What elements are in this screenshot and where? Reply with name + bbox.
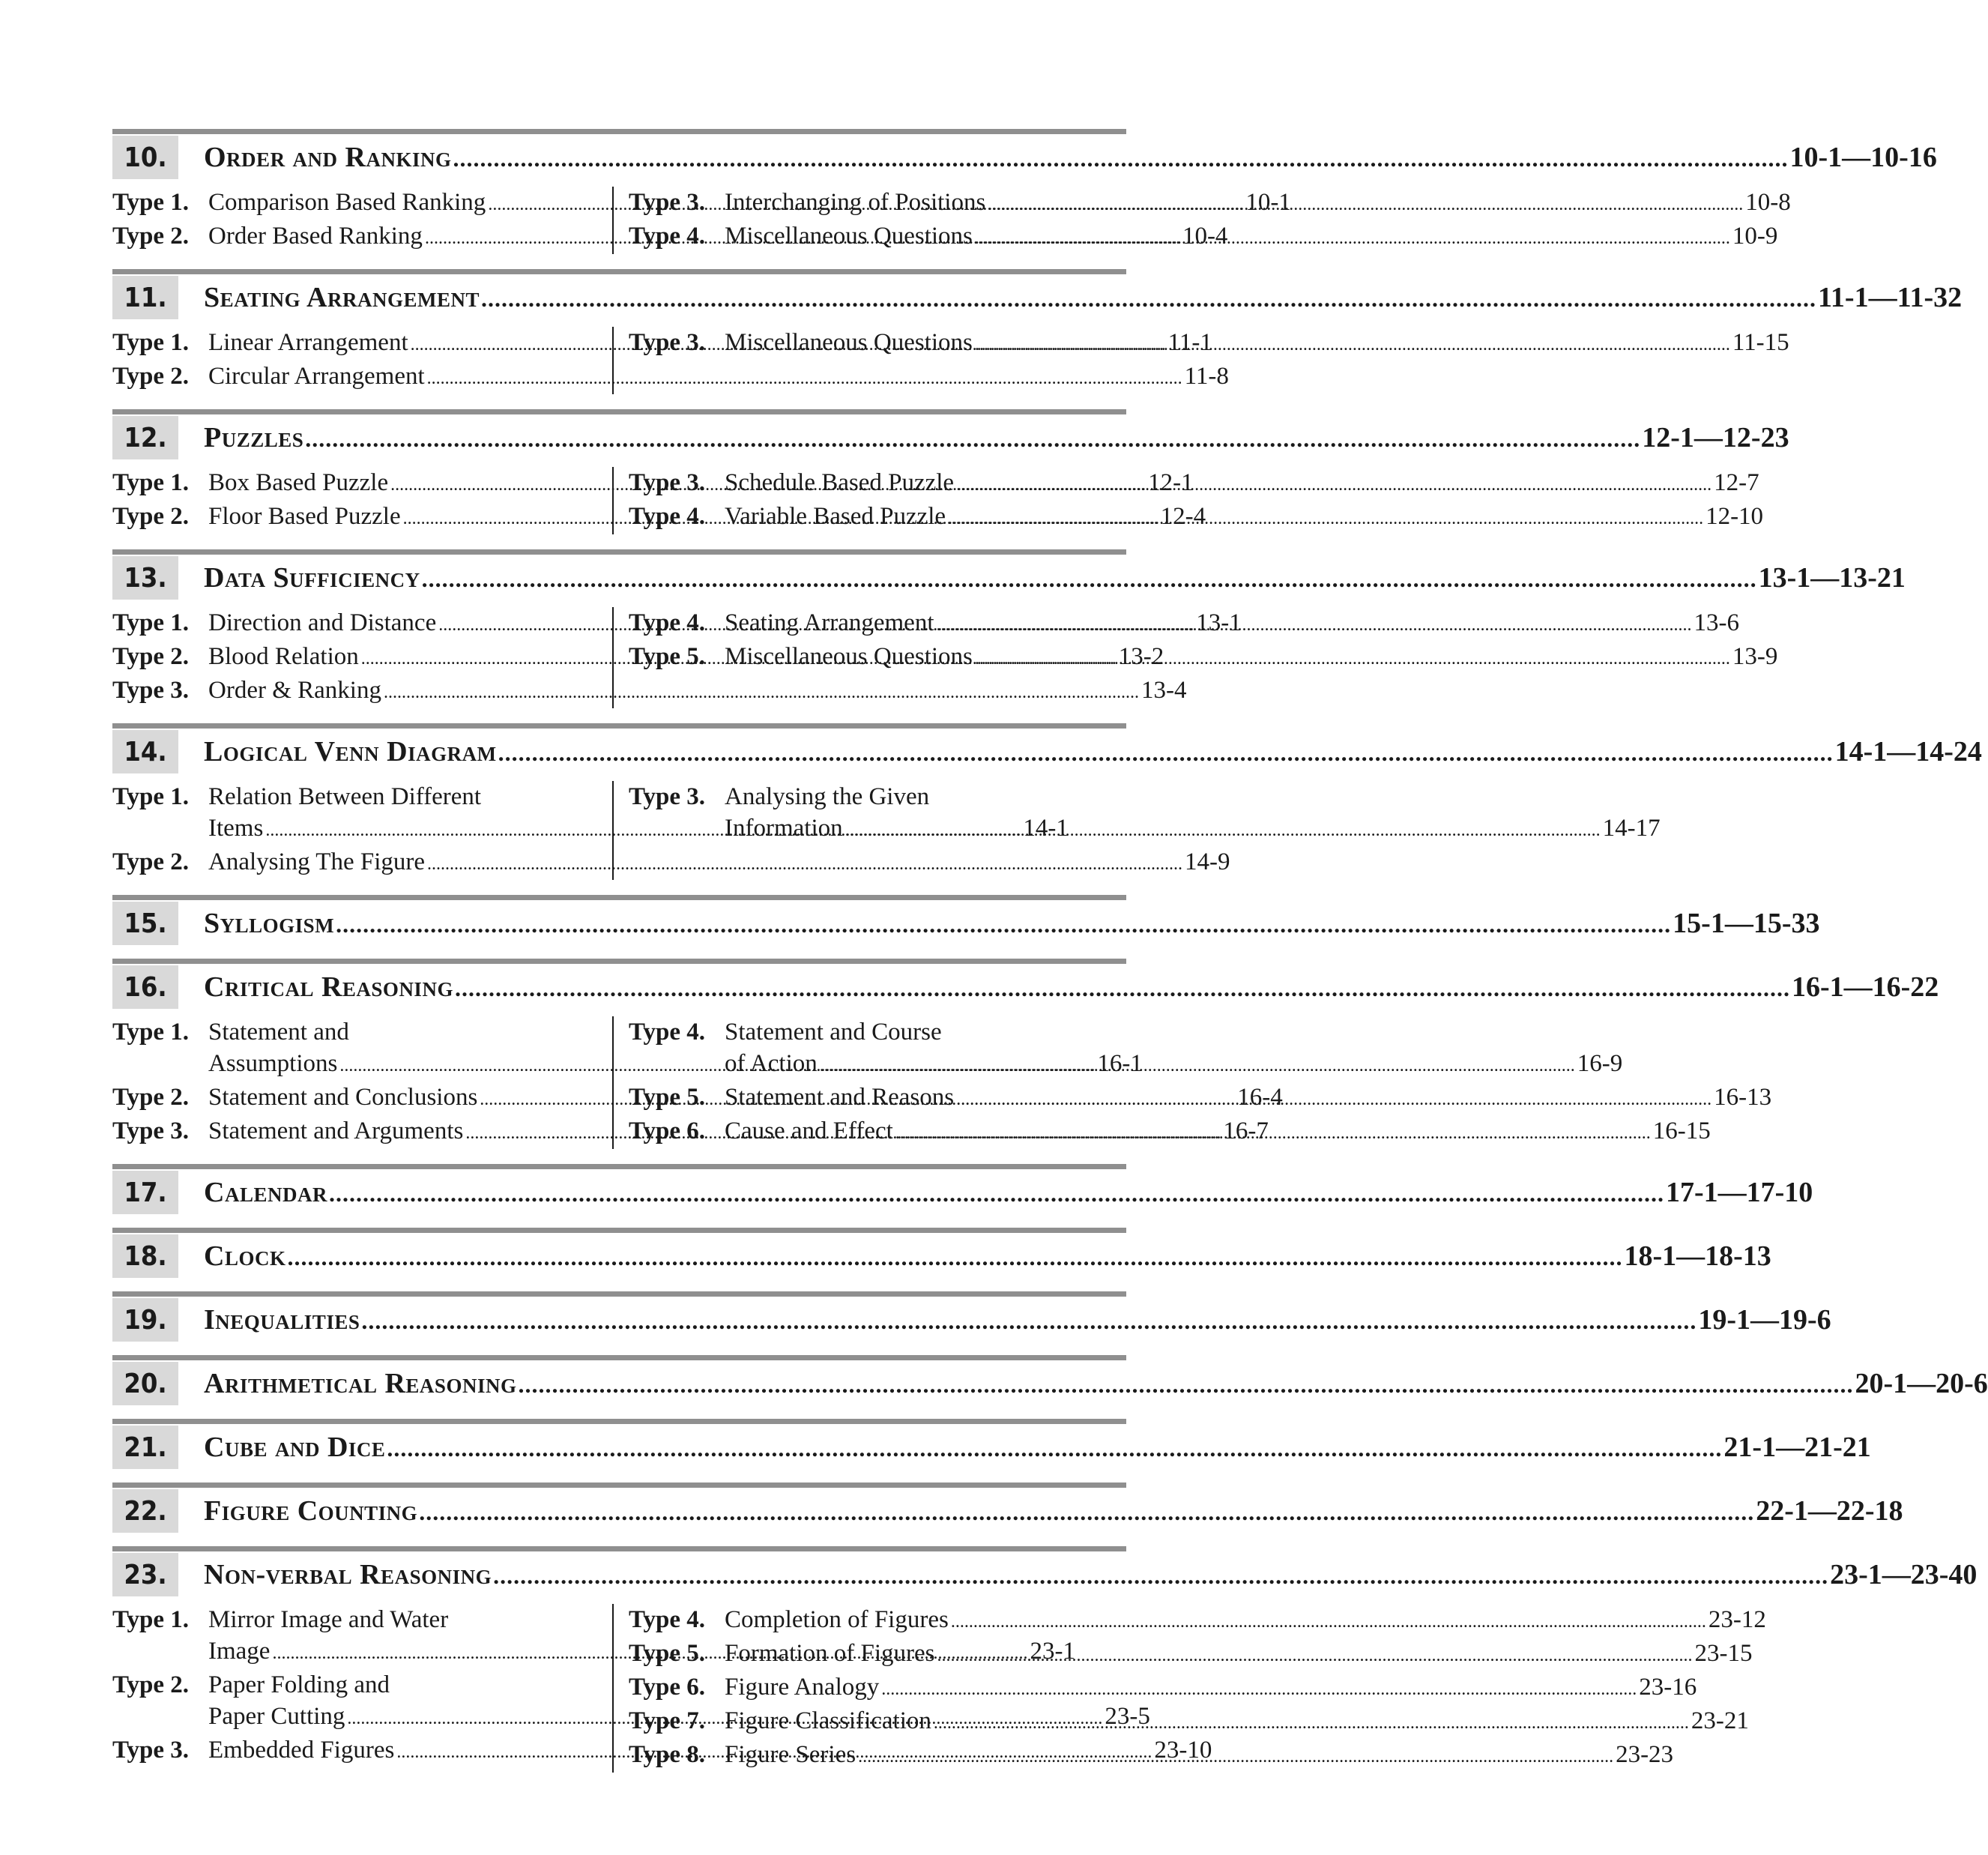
chapter-title: Non-verbal Reasoning	[204, 1559, 492, 1590]
chapter-title: Calendar	[204, 1177, 327, 1208]
type-title: Direction and Distance	[208, 609, 437, 636]
type-page-number: 13-1	[1196, 609, 1242, 636]
type-page-number: 23-16	[1639, 1674, 1697, 1701]
chapter-number: 14.	[112, 730, 178, 773]
dot-leader	[951, 1606, 1706, 1638]
chapter-number: 17.	[112, 1171, 178, 1214]
type-page-number: 16-7	[1223, 1117, 1269, 1144]
type-entry[interactable]	[629, 1016, 1623, 1082]
type-title-line	[725, 501, 1763, 534]
chapter-heading[interactable]	[112, 1362, 1988, 1405]
chapter-heading[interactable]	[112, 1298, 1831, 1342]
type-label: Type 4.	[629, 503, 706, 530]
chapter-divider	[112, 1291, 1126, 1297]
chapter-page-range: 11-1—11-32	[1818, 282, 1963, 313]
type-label: Type 4.	[629, 609, 706, 636]
type-title: Box Based Puzzle	[208, 469, 389, 496]
type-title: Comparison Based Ranking	[208, 189, 486, 216]
type-label: Type 2.	[112, 1671, 190, 1698]
chapter-types	[112, 467, 1764, 534]
dot-leader	[845, 815, 1601, 846]
chapter-heading[interactable]	[112, 276, 1963, 319]
dot-leader	[975, 643, 1730, 675]
type-title-block	[725, 187, 1791, 220]
type-title-line	[725, 1671, 1697, 1705]
type-title-block	[725, 220, 1777, 254]
type-title: Items	[208, 815, 264, 842]
chapter-title: Clock	[204, 1240, 286, 1272]
chapter-page-range: 16-1—16-22	[1791, 971, 1939, 1003]
chapter-heading[interactable]	[112, 416, 1789, 459]
chapter-entry	[112, 1419, 1871, 1469]
chapter-entry	[112, 1355, 1988, 1405]
type-title-line	[725, 1048, 1622, 1082]
chapter-page-range: 19-1—19-6	[1698, 1304, 1831, 1336]
chapter-title-row	[178, 907, 1819, 940]
chapter-types	[112, 1016, 1772, 1149]
chapter-entry	[112, 549, 1906, 708]
chapter-page-range: 10-1—10-16	[1789, 142, 1937, 173]
type-title: Circular Arrangement	[208, 363, 425, 390]
type-title: Paper Folding and	[208, 1671, 390, 1698]
chapter-heading[interactable]	[112, 730, 1982, 773]
chapter-title-row	[178, 421, 1789, 454]
type-label: Type 3.	[629, 783, 706, 810]
type-label: Type 1.	[112, 469, 190, 496]
chapter-entry	[112, 129, 1937, 254]
chapter-heading[interactable]	[112, 1426, 1871, 1469]
chapter-page-range: 13-1—13-21	[1758, 562, 1906, 594]
chapter-divider	[112, 1419, 1126, 1424]
type-page-number: 11-15	[1732, 329, 1789, 356]
type-page-number: 13-4	[1140, 677, 1187, 704]
dot-leader	[948, 503, 1703, 534]
type-page-number: 10-1	[1245, 189, 1291, 216]
type-title-block	[725, 1082, 1771, 1115]
type-page-number: 16-9	[1577, 1050, 1623, 1077]
chapter-title-row	[178, 1367, 1988, 1400]
dot-leader	[422, 565, 1757, 593]
type-label: Type 3.	[629, 329, 706, 356]
chapter-page-range: 23-1—23-40	[1830, 1559, 1978, 1590]
chapter-heading[interactable]	[112, 1489, 1903, 1533]
type-title: Seating Arrangement	[725, 609, 934, 636]
chapter-heading[interactable]	[112, 1171, 1813, 1214]
chapter-title: Order and Ranking	[204, 142, 452, 173]
chapter-number: 19.	[112, 1298, 178, 1342]
type-title: Image	[208, 1638, 271, 1665]
type-title-line	[725, 467, 1759, 501]
type-title-block	[725, 1739, 1673, 1773]
chapter-divider	[112, 409, 1126, 414]
type-label: Type 4.	[629, 223, 706, 250]
chapter-divider	[112, 1483, 1126, 1488]
type-title-block	[725, 1016, 1622, 1082]
type-title: Miscellaneous Questions	[725, 643, 973, 670]
type-entry[interactable]	[629, 1638, 1753, 1671]
dot-leader	[329, 1180, 1664, 1207]
type-page-number: 10-9	[1732, 223, 1778, 250]
type-title-block	[725, 501, 1763, 534]
type-label: Type 1.	[112, 1606, 190, 1633]
type-title-block	[725, 1604, 1766, 1638]
chapter-divider	[112, 549, 1126, 555]
type-page-number: 12-7	[1714, 469, 1759, 496]
chapter-title: Critical Reasoning	[204, 971, 453, 1003]
chapter-entry	[112, 723, 1982, 880]
type-label: Type 3.	[629, 469, 706, 496]
type-page-number: 11-8	[1184, 363, 1229, 390]
type-title-line	[725, 1016, 1622, 1048]
dot-leader	[895, 1117, 1651, 1149]
type-label: Type 2.	[112, 1084, 190, 1111]
type-title: of Action	[725, 1050, 818, 1077]
type-page-number: 23-23	[1616, 1741, 1674, 1768]
type-label: Type 3.	[629, 189, 706, 216]
dot-leader	[481, 285, 1816, 313]
type-page-number: 13-6	[1694, 609, 1740, 636]
chapter-entry	[112, 269, 1963, 394]
chapter-title-row	[178, 1431, 1871, 1464]
type-label: Type 5.	[629, 1084, 706, 1111]
type-title: Paper Cutting	[208, 1703, 345, 1730]
chapter-types	[112, 327, 1789, 394]
type-title-line	[725, 1638, 1752, 1671]
type-entry[interactable]	[629, 327, 1789, 361]
dot-leader	[937, 1640, 1692, 1671]
chapter-number: 20.	[112, 1362, 178, 1405]
dot-leader	[419, 1498, 1754, 1526]
chapter-heading[interactable]	[112, 902, 1820, 945]
type-title: Embedded Figures	[208, 1737, 395, 1764]
type-label: Type 1.	[112, 783, 190, 810]
type-label: Type 2.	[112, 643, 190, 670]
type-page-number: 23-5	[1105, 1703, 1150, 1730]
chapter-divider	[112, 1164, 1126, 1169]
chapter-page-range: 15-1—15-33	[1673, 908, 1820, 939]
type-title-line	[725, 187, 1791, 220]
type-label: Type 2.	[112, 363, 190, 390]
type-title-line	[725, 1115, 1711, 1149]
type-title: Statement and	[208, 1019, 349, 1046]
chapter-entry	[112, 1164, 1813, 1214]
chapter-title: Figure Counting	[204, 1495, 418, 1527]
chapter-page-range: 22-1—22-18	[1756, 1495, 1903, 1527]
type-page-number: 12-4	[1160, 503, 1206, 530]
chapter-title-row	[178, 1176, 1813, 1209]
chapter-divider	[112, 129, 1126, 134]
chapter-title-row	[178, 281, 1962, 314]
dot-leader	[498, 739, 1834, 767]
type-label: Type 7.	[629, 1707, 706, 1734]
type-title: Order Based Ranking	[208, 223, 423, 250]
chapter-number: 18.	[112, 1234, 178, 1278]
dot-leader	[988, 189, 1743, 220]
type-page-number: 11-1	[1167, 329, 1212, 356]
type-title-line	[725, 1739, 1673, 1773]
type-page-number: 16-15	[1652, 1117, 1711, 1144]
chapter-number: 12.	[112, 416, 178, 459]
type-title: Linear Arrangement	[208, 329, 408, 356]
chapter-number: 15.	[112, 902, 178, 945]
type-label: Type 1.	[112, 329, 190, 356]
dot-leader	[361, 1307, 1697, 1335]
type-title: Figure Classification	[725, 1707, 931, 1734]
type-title: Relation Between Different	[208, 783, 482, 810]
type-label: Type 3.	[112, 677, 190, 704]
type-label: Type 6.	[629, 1117, 706, 1144]
type-title: Floor Based Puzzle	[208, 503, 401, 530]
type-label: Type 4.	[629, 1606, 706, 1633]
chapter-page-range: 14-1—14-24	[1834, 736, 1982, 767]
dot-leader	[820, 1050, 1575, 1082]
dot-leader	[937, 609, 1692, 641]
type-title-block	[725, 1671, 1697, 1705]
type-title: Interchanging of Positions	[725, 189, 986, 216]
type-entry[interactable]	[112, 675, 1187, 708]
type-page-number: 12-10	[1705, 503, 1764, 530]
chapter-entry	[112, 409, 1789, 534]
chapter-title: Puzzles	[204, 422, 304, 453]
dot-leader	[493, 1562, 1828, 1590]
dot-leader	[453, 145, 1789, 172]
chapter-title-row	[178, 1494, 1903, 1527]
type-title: Completion of Figures	[725, 1606, 949, 1633]
dot-leader	[881, 1674, 1637, 1705]
chapter-number: 23.	[112, 1553, 178, 1596]
type-title: Figure Series	[725, 1741, 856, 1768]
chapter-types	[112, 781, 1661, 880]
type-entry[interactable]	[629, 1604, 1766, 1638]
chapter-heading[interactable]	[112, 556, 1906, 600]
chapter-types	[112, 607, 1778, 708]
chapter-types	[112, 187, 1791, 254]
type-page-number: 14-9	[1185, 848, 1230, 875]
type-label: Type 3.	[112, 1737, 190, 1764]
type-page-number: 13-9	[1732, 643, 1778, 670]
chapter-page-range: 18-1—18-13	[1624, 1240, 1771, 1272]
type-entry[interactable]	[629, 781, 1661, 846]
type-page-number: 13-2	[1118, 643, 1164, 670]
type-label: Type 1.	[112, 1019, 190, 1046]
chapter-number: 11.	[112, 276, 178, 319]
type-title: Analysing The Figure	[208, 848, 426, 875]
type-title-line	[725, 1604, 1766, 1638]
chapter-title-row	[178, 1303, 1831, 1336]
type-title: Variable Based Puzzle	[725, 503, 946, 530]
type-page-number: 10-4	[1182, 223, 1228, 250]
dot-leader	[858, 1741, 1613, 1773]
type-label: Type 3.	[112, 1117, 190, 1144]
type-page-number: 16-13	[1714, 1084, 1772, 1111]
dot-leader	[518, 1371, 1853, 1399]
type-title: Blood Relation	[208, 643, 359, 670]
type-page-number: 23-21	[1691, 1707, 1749, 1734]
chapter-entry	[112, 1483, 1903, 1533]
chapter-heading[interactable]	[112, 965, 1939, 1009]
chapter-divider	[112, 1546, 1126, 1551]
type-title-line	[725, 607, 1739, 641]
chapter-title: Arithmetical Reasoning	[204, 1368, 517, 1399]
table-of-contents	[112, 129, 1988, 1788]
chapter-number: 22.	[112, 1489, 178, 1533]
type-page-number: 12-1	[1148, 469, 1194, 496]
type-label: Type 1.	[112, 189, 190, 216]
type-title-block	[725, 641, 1777, 675]
chapter-page-range: 21-1—21-21	[1723, 1432, 1871, 1463]
type-title-block	[725, 1705, 1749, 1739]
type-title: Statement and Conclusions	[208, 1084, 478, 1111]
chapter-heading[interactable]	[112, 1553, 1978, 1596]
dot-leader	[975, 223, 1730, 254]
type-title: Statement and Arguments	[208, 1117, 464, 1144]
type-title-line	[725, 781, 1661, 812]
chapter-divider	[112, 723, 1126, 729]
dot-leader	[975, 329, 1730, 361]
dot-leader	[956, 469, 1711, 501]
type-page-number: 23-12	[1708, 1606, 1766, 1633]
type-label: Type 2.	[112, 848, 190, 875]
type-title-block	[725, 781, 1661, 846]
type-title: Figure Analogy	[725, 1674, 880, 1701]
chapter-entry	[112, 1291, 1831, 1342]
chapter-title: Seating Arrangement	[204, 282, 480, 313]
type-title: Order & Ranking	[208, 677, 381, 704]
type-title: Miscellaneous Questions	[725, 329, 973, 356]
chapter-entry	[112, 1228, 1771, 1278]
chapter-heading[interactable]	[112, 1234, 1771, 1278]
type-page-number: 14-1	[1023, 815, 1069, 842]
type-title: Analysing the Given	[725, 783, 930, 810]
type-title: Mirror Image and Water	[208, 1606, 449, 1633]
type-title: Statement and Course	[725, 1019, 942, 1046]
chapter-divider	[112, 959, 1126, 964]
type-title-block	[725, 1115, 1711, 1149]
type-title-line	[725, 1082, 1771, 1115]
chapter-page-range: 12-1—12-23	[1642, 422, 1789, 453]
type-title: Schedule Based Puzzle	[725, 469, 955, 496]
chapter-title: Cube and Dice	[204, 1432, 386, 1463]
chapter-types	[112, 1604, 1766, 1773]
chapter-divider	[112, 269, 1126, 274]
type-page-number: 23-10	[1154, 1737, 1212, 1764]
chapter-title-row	[178, 1240, 1771, 1273]
type-page-number: 14-17	[1602, 815, 1661, 842]
type-label: Type 4.	[629, 1019, 706, 1046]
chapter-entry	[112, 895, 1820, 945]
type-title-line	[725, 327, 1789, 361]
chapter-title: Inequalities	[204, 1304, 360, 1336]
dot-leader	[934, 1707, 1689, 1739]
chapter-title: Data Sufficiency	[204, 562, 420, 594]
dot-leader	[387, 1435, 1722, 1462]
type-entry[interactable]	[112, 846, 1230, 880]
chapter-page-range: 17-1—17-10	[1665, 1177, 1813, 1208]
type-title: Miscellaneous Questions	[725, 223, 973, 250]
type-title-line	[725, 220, 1777, 254]
type-title: Formation of Figures	[725, 1640, 935, 1667]
dot-leader	[287, 1243, 1622, 1271]
chapter-page-range: 20-1—20-6	[1855, 1368, 1988, 1399]
type-page-number: 10-8	[1745, 189, 1791, 216]
type-page-number: 23-15	[1694, 1640, 1753, 1667]
type-title-line	[725, 641, 1777, 675]
chapter-title: Logical Venn Diagram	[204, 736, 497, 767]
type-title-block	[725, 467, 1759, 501]
chapter-title-row	[178, 1558, 1977, 1591]
type-label: Type 2.	[112, 223, 190, 250]
chapter-title-row	[178, 971, 1939, 1004]
dot-leader	[455, 974, 1790, 1002]
type-entry[interactable]	[112, 361, 1229, 394]
chapter-entry	[112, 1546, 1978, 1773]
type-entry[interactable]	[629, 1671, 1697, 1705]
chapter-title-row	[178, 141, 1937, 174]
type-title: Cause and Effect	[725, 1117, 893, 1144]
type-title-line	[725, 812, 1661, 846]
type-label: Type 1.	[112, 609, 190, 636]
chapter-title-row	[178, 735, 1982, 768]
type-page-number: 23-1	[1030, 1638, 1075, 1665]
chapter-number: 21.	[112, 1426, 178, 1469]
dot-leader	[956, 1084, 1711, 1115]
type-label: Type 8.	[629, 1741, 706, 1768]
chapter-number: 16.	[112, 965, 178, 1009]
chapter-divider	[112, 1355, 1126, 1360]
type-page-number: 16-4	[1237, 1084, 1283, 1111]
type-title: Information	[725, 815, 843, 842]
dot-leader	[336, 911, 1671, 938]
chapter-heading[interactable]	[112, 136, 1937, 179]
type-title-block	[725, 327, 1789, 361]
type-label: Type 5.	[629, 1640, 706, 1667]
chapter-divider	[112, 1228, 1126, 1233]
chapter-number: 10.	[112, 136, 178, 179]
type-title-line	[725, 1705, 1749, 1739]
type-label: Type 5.	[629, 643, 706, 670]
type-title-block	[725, 607, 1739, 641]
type-title-block	[725, 1638, 1752, 1671]
chapter-title: Syllogism	[204, 908, 335, 939]
type-page-number: 16-1	[1097, 1050, 1143, 1077]
dot-leader	[305, 425, 1640, 453]
chapter-entry	[112, 959, 1939, 1149]
type-label: Type 6.	[629, 1674, 706, 1701]
chapter-number: 13.	[112, 556, 178, 600]
type-title: Statement and Reasons	[725, 1084, 955, 1111]
chapter-divider	[112, 895, 1126, 900]
type-label: Type 2.	[112, 503, 190, 530]
chapter-title-row	[178, 561, 1906, 594]
type-title: Assumptions	[208, 1050, 338, 1077]
